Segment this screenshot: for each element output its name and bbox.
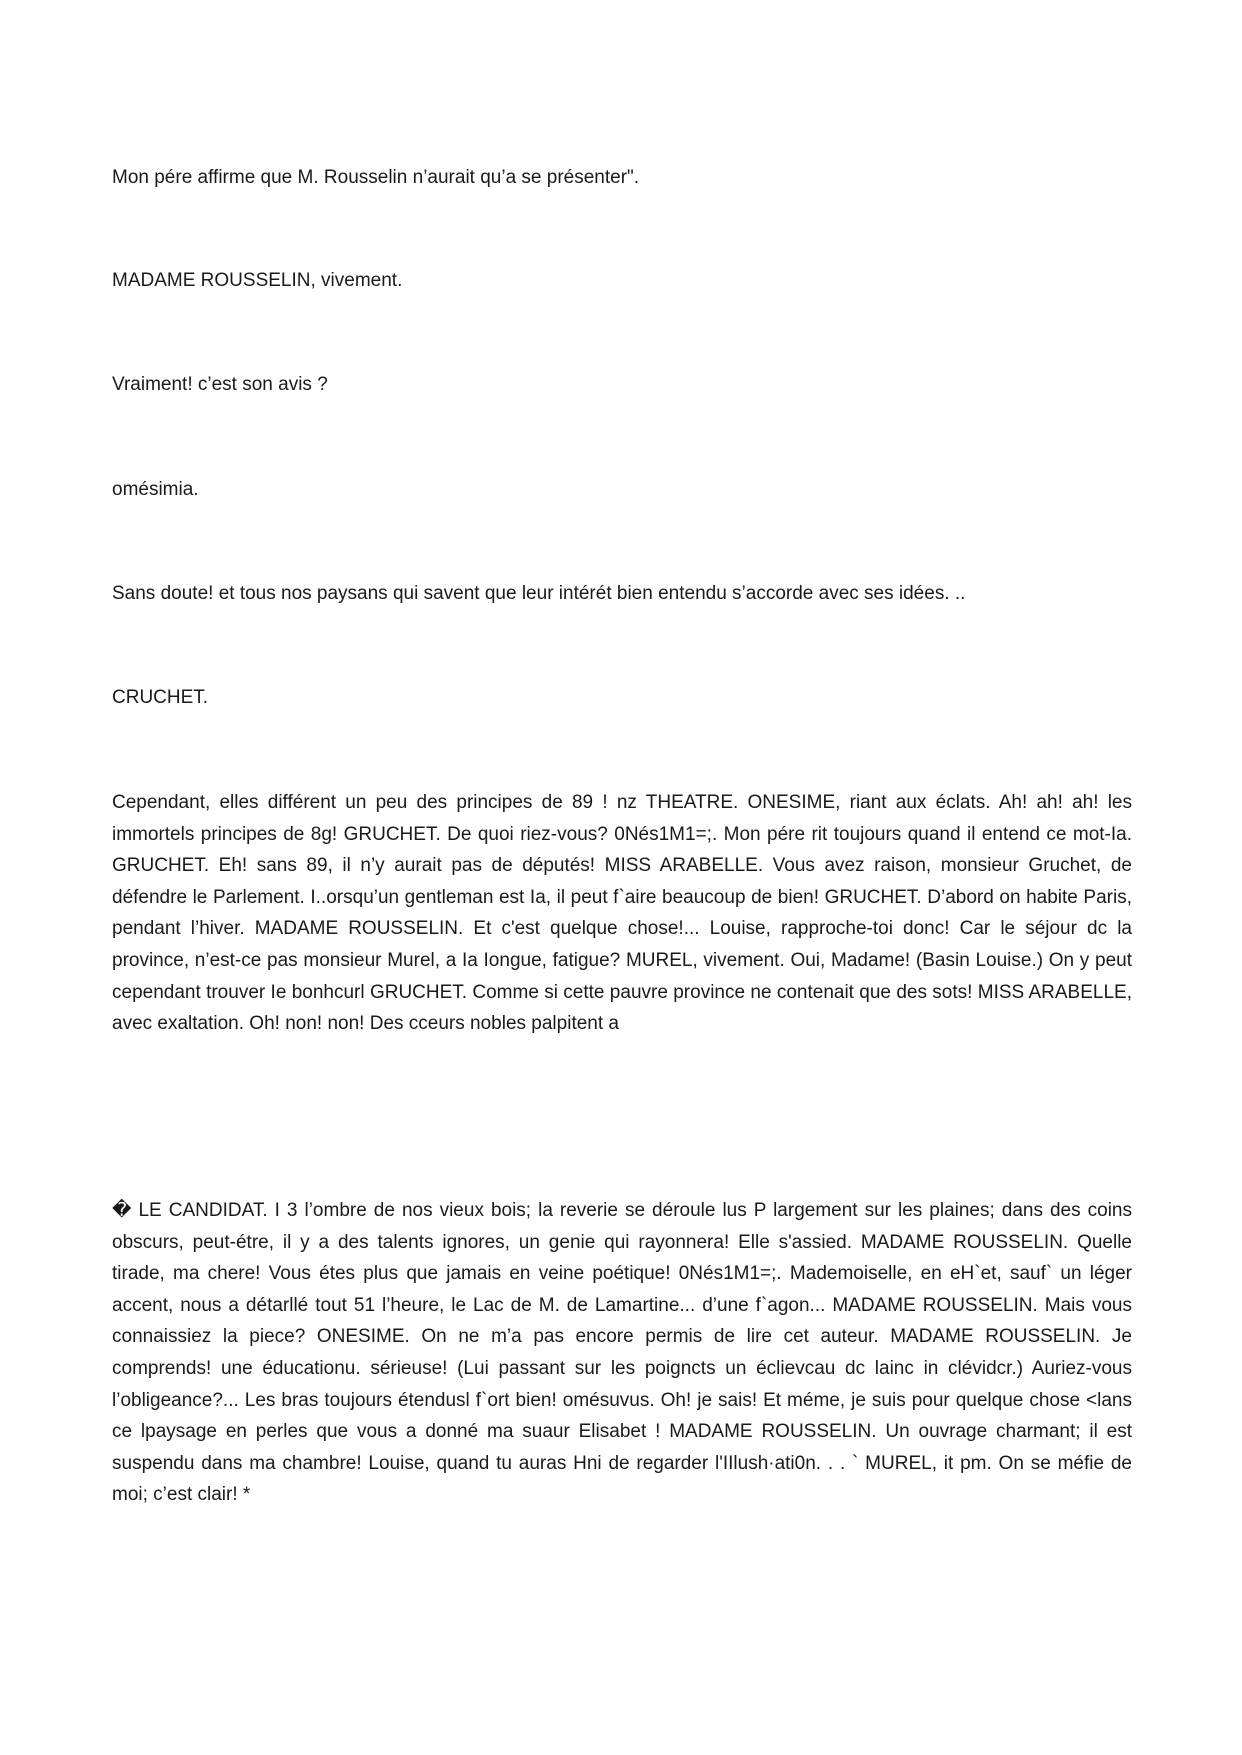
paragraph-cependant: Cependant, elles différent un peu des principes de 89 ! nz THEATRE. ONESIME, riant aux éclats. Ah! ah! ah! les immortels principes de 8g! GRUCHET. De quoi riez-vous? 0Nés1M1=;. Mon pére rit toujours quand il entend ce mot-Ia. GRUCHET. Eh! sans 89, il n’y aurait pas de députés! MISS ARABELLE. Vous avez raison, monsieur Gruchet, de défendre le Parlement. I..orsqu’un gentleman est Ia, il peut f`aire beaucoup de bien! GRUCHET. D’abord on habite Paris, pendant l’hiver. MADAME ROUSSELIN. Et c'est quelque chose!... Louise, rapproche-toi donc! Car le séjour dc la province, n’est-ce pas monsieur Murel, a Ia Iongue, fatigue? MUREL, vivement. Oui, Madame! (Basin Louise.) On y peut cependant trouver Ie bonhcurl GRUCHET. Comme si cette pauvre province ne contenait que des sots! MISS ARABELLE, avec exaltation. Oh! non! non! Des cceurs nobles palpitent a [112, 792, 1132, 1035]
paragraph-father-affirms: Mon pére affirme que M. Rousselin n’aurait qu’a se présenter". [112, 167, 640, 188]
speaker-omesimia: omésimia. [112, 479, 199, 500]
paragraph-sans-doute: Sans doute! et tous nos paysans qui savent que leur intérét bien entendu s’accorde avec ses idées. .. [112, 583, 966, 604]
speaker-madame-rousselin: MADAME ROUSSELIN, vivement. [112, 270, 403, 291]
paragraph-le-candidat: � LE CANDIDAT. I 3 l’ombre de nos vieux bois; la reverie se déroule lus P largement sur les plaines; dans des coins obscurs, peut-étre, il y a des talents ignores, un genie qui rayonnera! Elle s'assied. MADAME ROUSSELIN. Quelle tirade, ma chere! Vous étes plus que jamais en veine poétique! 0Nés1M1=;. Mademoiselle, en eH`et, sauf` un léger accent, nous a détarllé tout 51 l’heure, le Lac de M. de Lamartine... d’une f`agon... MADAME ROUSSELIN. Mais vous connaissiez la piece? ONESIME. On ne m’a pas encore permis de lire cet auteur. MADAME ROUSSELIN. Je comprends! une éducationu. sérieuse! (Lui passant sur les poigncts un éclievcau dc lainc in clévidcr.) Auriez-vous l’obligeance?... Les bras toujours étendusl f`ort bien! omésuvus. Oh! je sais! Et méme, je suis pour quelque chose <lans ce lpaysage en perles que vous a donné ma suaur Elisabet ! MADAME ROUSSELIN. Un ouvrage charmant; il est suspendu dans ma chambre! Louise, quand tu auras Hni de regarder l'IIlush·ati0n. . . ` MUREL, it pm. On se méfie de moi; c’est clair! * [112, 1200, 1132, 1506]
paragraph-vraiment: Vraiment! c’est son avis ? [112, 374, 328, 395]
speaker-cruchet: CRUCHET. [112, 687, 209, 708]
